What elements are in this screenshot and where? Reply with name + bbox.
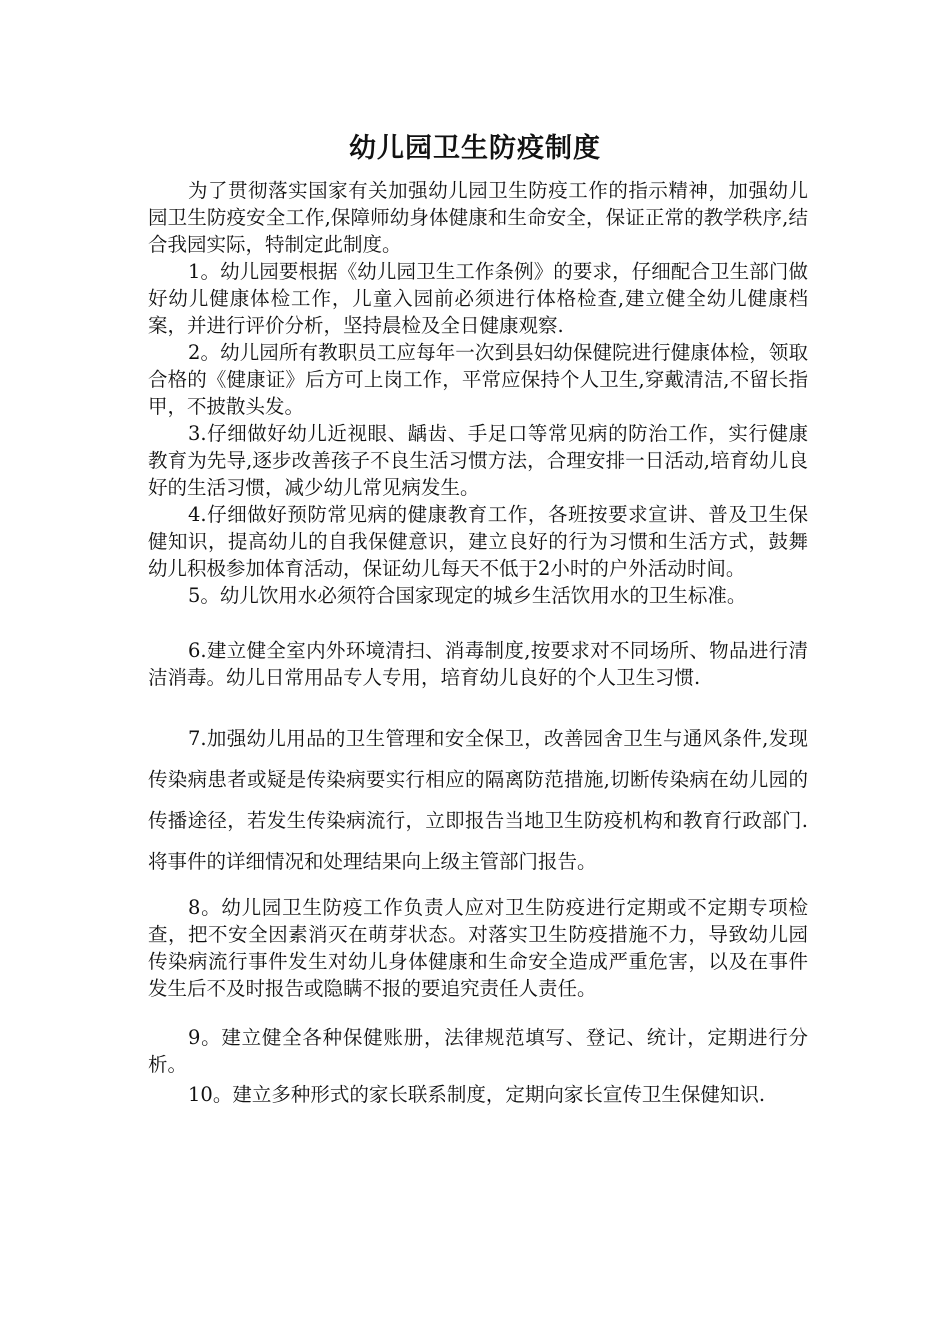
intro-paragraph: 为了贯彻落实国家有关加强幼儿园卫生防疫工作的指示精神，加强幼儿园卫生防疫安全工作,保障师幼身体健康和生命安全，保证正常的教学秩序,结合我园实际，特制定此制度。 (148, 179, 808, 256)
document-title: 幼儿园卫生防疫制度 (349, 133, 601, 164)
rule-item-3: 3.仔细做好幼儿近视眼、龋齿、手足口等常见病的防治工作，实行健康教育为先导,逐步改善孩子不良生活习惯方法，合理安排一日活动,培育幼儿良好的生活习惯，减少幼儿常见病发生。 (148, 422, 808, 499)
rule-item-4: 4.仔细做好预防常见病的健康教育工作，各班按要求宣讲、普及卫生保健知识，提高幼儿的自我保健意识，建立良好的行为习惯和生活方式，鼓舞幼儿积极参加体育活动，保证幼儿每天不低于2小时的户外活动时间。 (148, 503, 808, 580)
rule-item-5: 5。幼儿饮用水必须符合国家现定的城乡生活饮用水的卫生标准。 (188, 584, 747, 607)
rule-item-2: 2。幼儿园所有教职员工应每年一次到县妇幼保健院进行健康体检，领取合格的《健康证》后方可上岗工作，平常应保持个人卫生,穿戴清洁,不留长指甲，不披散头发。 (148, 341, 808, 418)
rule-item-8: 8。幼儿园卫生防疫工作负责人应对卫生防疫进行定期或不定期专项检查，把不安全因素消灭在萌芽状态。对落实卫生防疫措施不力，导致幼儿园传染病流行事件发生对幼儿身体健康和生命安全造成严重危害，以及在事件发生后不及时报告或隐瞒不报的要追究责任人责任。 (148, 896, 808, 1000)
rule-item-7: 7.加强幼儿用品的卫生管理和安全保卫，改善园舍卫生与通风条件,发现传染病患者或疑是传染病要实行相应的隔离防范措施,切断传染病在幼儿园的传播途径，若发生传染病流行，立即报告当地卫生防疫机构和教育行政部门.将事件的详细情况和处理结果向上级主管部门报告。 (148, 727, 808, 873)
rule-item-1: 1。幼儿园要根据《幼儿园卫生工作条例》的要求，仔细配合卫生部门做好幼儿健康体检工作，儿童入园前必须进行体格检查,建立健全幼儿健康档案，并进行评价分析，坚持晨检及全日健康观察. (148, 260, 808, 337)
rule-item-9: 9。建立健全各种保健账册，法律规范填写、登记、统计，定期进行分析。 (148, 1026, 808, 1076)
rule-item-6: 6.建立健全室内外环境清扫、消毒制度,按要求对不同场所、物品进行清洁消毒。幼儿日常用品专人专用，培育幼儿良好的个人卫生习惯. (148, 639, 808, 689)
rule-item-10: 10。建立多种形式的家长联系制度，定期向家长宣传卫生保健知识. (188, 1083, 766, 1106)
